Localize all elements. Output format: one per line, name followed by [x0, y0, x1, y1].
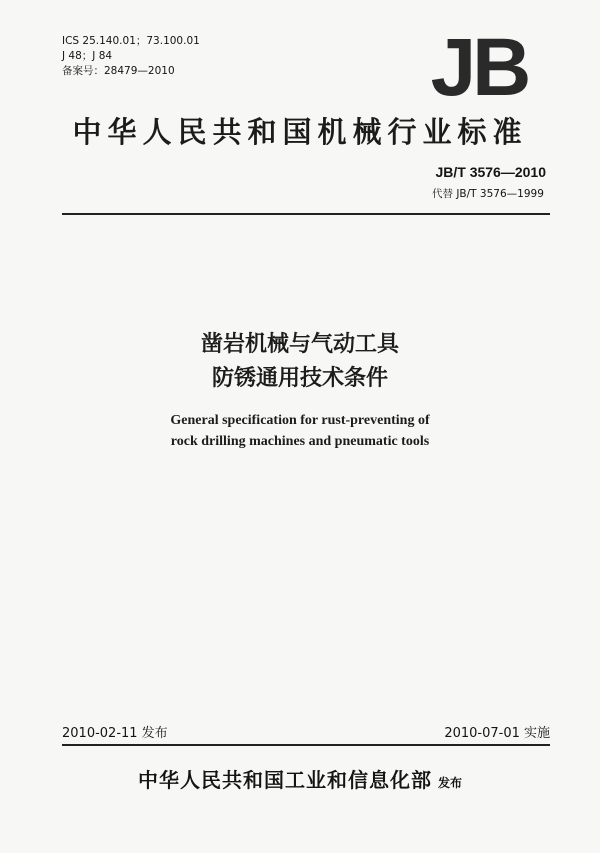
issue-date: 2010-02-11 发布 [62, 726, 168, 741]
issuer-action: 发布 [437, 776, 462, 790]
document-title-english [0, 410, 600, 452]
bottom-divider [62, 744, 550, 746]
title-en-line-1: General specification for rust-preventing of [170, 413, 430, 428]
issuer-organization: 中华人民共和国工业和信息化部 [137, 768, 432, 792]
replaces-standard: 代替 JB/T 3576—1999 [432, 188, 544, 200]
document-title-chinese [0, 328, 600, 396]
issuing-authority [0, 764, 600, 793]
title-cn-line-2: 防锈通用技术条件 [211, 366, 388, 391]
title-en-line-2: rock drilling machines and pneumatic tools [170, 434, 430, 449]
implementation-date: 2010-07-01 实施 [444, 726, 550, 741]
classification-block [62, 34, 200, 79]
ics-code: ICS 25.140.01；73.100.01 [62, 35, 200, 47]
title-cn-line-1: 凿岩机械与气动工具 [200, 332, 399, 357]
jb-logo: JB [430, 22, 528, 113]
top-divider [62, 213, 550, 215]
record-number: 备案号：28479—2010 [62, 65, 175, 77]
standard-category-title: 中华人民共和国机械行业标准 [72, 115, 528, 149]
standard-number: JB/T 3576—2010 [435, 164, 546, 180]
ccs-code: J 48；J 84 [62, 50, 113, 62]
